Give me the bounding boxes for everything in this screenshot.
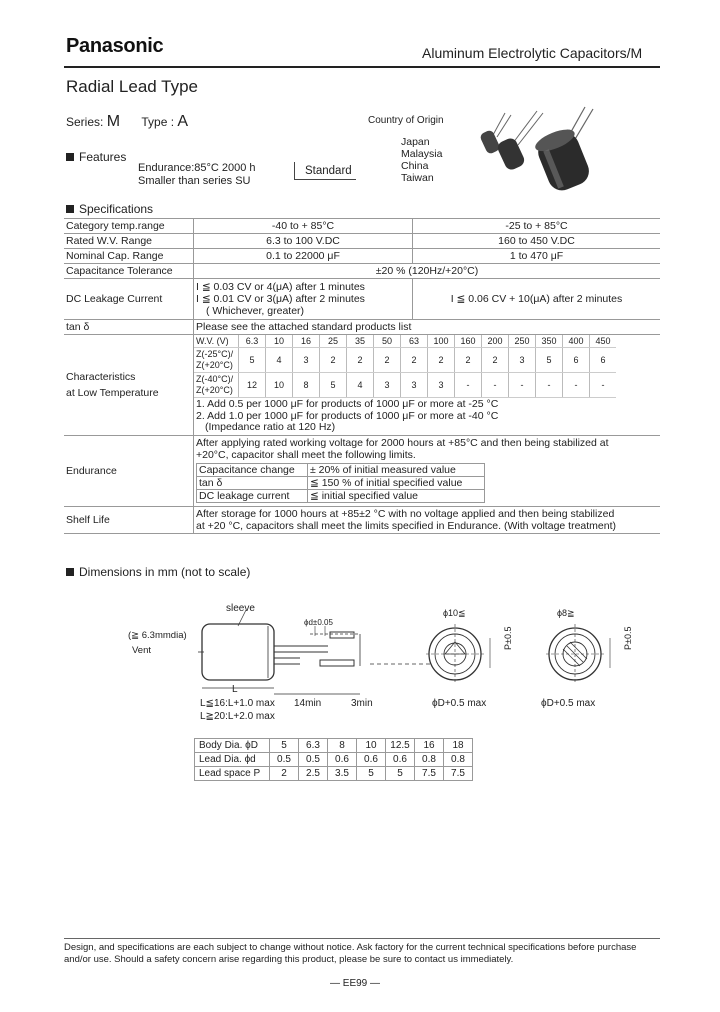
limit-row [197,476,485,489]
wv-cell: 350 [536,335,563,348]
ratio-cell: 4 [266,348,293,373]
limit-value: ≦ initial specified value [308,489,485,502]
type-label: Type : [141,115,175,129]
origin-country: Taiwan [401,172,434,184]
lead-min-3: 3min [351,698,373,709]
spec-value: I ≦ 0.06 CV + 10(μA) after 2 minutes [413,279,661,320]
dim-cell: 0.5 [299,753,328,767]
ratio-cell: 10 [266,373,293,398]
limit-row [197,489,485,502]
dim-cell: 5 [357,767,386,781]
ratio-cell: - [590,373,617,398]
lowtemp-row-label [194,373,239,398]
features-heading-text: Features [79,150,127,164]
dim-row [195,767,473,781]
series-label: Series: [66,115,104,129]
lowtemp-notes [194,398,660,435]
spec-row-tan [64,320,660,335]
dim-cell: 5 [270,739,299,753]
ratio-cell: 2 [482,348,509,373]
note: 2. Add 1.0 per 1000 μF for products of 1000 μF or more at -40 °C [196,409,499,422]
footer-line: Design, and specifications are each subject to change without notice. Ask factory for the current technical specifications before purchase [64,942,637,953]
ratio-cell: - [563,373,590,398]
specifications-heading-text: Specifications [79,202,154,216]
standard-badge: Standard [294,162,356,180]
lowtemp-header: W.V. (V) [194,335,239,348]
ratio-cell: 5 [239,348,266,373]
ratio-cell: - [482,373,509,398]
spec-row-tolerance [64,264,660,279]
spec-value: -25 to + 85°C [413,219,661,234]
ratio-cell: 2 [320,348,347,373]
spec-label: Endurance [64,435,194,506]
wv-cell: 16 [293,335,320,348]
limit-name: Capacitance change [197,463,308,476]
ratio-cell: 3 [509,348,536,373]
ratio-cell: 12 [239,373,266,398]
specifications-heading [66,202,153,216]
limit-value: ≦ 150 % of initial specified value [308,476,485,489]
dim-cell: 0.8 [444,753,473,767]
dim-cell: 16 [415,739,444,753]
spec-value: 160 to 450 V.DC [413,234,661,249]
length-label: L [232,684,238,695]
spec-row-leakage [64,279,660,320]
spec-label: Capacitance Tolerance [64,264,194,279]
shelf-text: at +20 °C, capacitors shall meet the limits specified in Endurance. (With voltage treatment) [196,519,617,532]
dim-row [195,739,473,753]
limit-name: DC leakage current [197,489,308,502]
lowtemp-row-25 [194,348,616,373]
lowtemp-row-label [194,348,239,373]
ratio-cell: 6 [563,348,590,373]
dim-cell: 2.5 [299,767,328,781]
origin-label: Country of Origin [368,115,444,126]
wv-cell: 50 [374,335,401,348]
lowtemp-cell [194,335,661,436]
lowtemp-wv-row [194,335,616,348]
dim-cell: 0.6 [328,753,357,767]
dia-10-label: ϕ10≦ [443,608,466,618]
footer-line: and/or use. Should a safety concern arise regarding this product, please be sure to contact us immediately. [64,953,514,965]
ratio-cell: - [455,373,482,398]
ratio-cell: 2 [347,348,374,373]
ratio-cell: - [536,373,563,398]
dim-cell: 0.5 [270,753,299,767]
pitch-label-right: P±0.5 [623,626,633,650]
dim-cell: 0.6 [386,753,415,767]
length-note-20: L≧20:L+2.0 max [200,711,275,722]
note: (Impedance ratio at 120 Hz) [205,421,336,433]
length-note-16: L≦16:L+1.0 max [200,698,275,709]
spec-value: I ≦ 0.01 CV or 3(μA) after 2 minutes [196,293,365,305]
feature-item: Smaller than series SU [138,175,251,187]
note: 1. Add 0.5 per 1000 μF for products of 1000 μF or more at -25 °C [196,398,499,410]
spec-label: Rated W.V. Range [64,234,194,249]
features-list [138,162,256,188]
dimensions-heading [66,565,250,579]
spec-row-endurance [64,435,660,506]
capacitor-photo [475,105,615,195]
dim-cell: 6.3 [299,739,328,753]
shelf-cell [194,506,661,533]
spec-label: Shelf Life [64,506,194,533]
dim-cell: 5 [386,767,415,781]
dim-cell: 10 [357,739,386,753]
ratio-label: Z(+20°C) [196,360,233,370]
wv-cell: 10 [266,335,293,348]
spec-value: Please see the attached standard products list [194,320,661,335]
spec-label-cell [64,335,194,436]
wv-cell: 63 [401,335,428,348]
ratio-cell: 3 [293,348,320,373]
spec-value: ( Whichever, greater) [206,305,305,317]
spec-row-cap [64,249,660,264]
endurance-cell [194,435,661,506]
limit-name: tan δ [197,476,308,489]
dim-label: Body Dia. ϕD [195,739,270,753]
series-line [66,113,188,131]
spec-value: I ≦ 0.03 CV or 4(μA) after 1 minutes [196,281,365,293]
footer-notice [64,942,664,965]
dia-tol-left: ϕD+0.5 max [432,698,487,709]
wv-cell: 400 [563,335,590,348]
lowtemp-row-40 [194,373,616,398]
ratio-cell: 5 [320,373,347,398]
ratio-cell: 2 [374,348,401,373]
dim-cell: 7.5 [444,767,473,781]
ratio-cell: - [509,373,536,398]
specifications-table [64,219,660,534]
dim-label: Lead space P [195,767,270,781]
brand-logo: Panasonic [66,35,164,57]
endurance-limits-table [196,463,485,503]
wv-cell: 200 [482,335,509,348]
ratio-label: Z(+20°C) [196,385,233,395]
dim-cell: 2 [270,767,299,781]
vent-note: (≧ 6.3mmdia) [128,630,187,641]
spec-label: at Low Temperature [66,386,159,399]
page-title: Radial Lead Type [66,77,199,96]
spec-label: Category temp.range [64,219,194,234]
dim-cell: 0.8 [415,753,444,767]
feature-item: Endurance:85°C 2000 h [138,162,256,174]
ratio-cell: 2 [428,348,455,373]
endurance-text: +20°C, capacitor shall meet the following limits. [196,448,416,461]
spec-row-voltage [64,234,660,249]
spec-label: tan δ [64,320,194,335]
spec-label: DC Leakage Current [64,279,194,320]
dim-cell: 8 [328,739,357,753]
dim-cell: 18 [444,739,473,753]
dimension-table [194,738,473,781]
limit-row [197,463,485,476]
spec-label: Nominal Cap. Range [64,249,194,264]
series-value: M [106,113,121,130]
endurance-text: After applying rated working voltage for 2000 hours at +85°C and then being stabilized at [196,436,609,449]
origin-country: Malaysia [401,148,443,160]
origin-country: China [401,160,429,172]
ratio-cell: 2 [455,348,482,373]
ratio-cell: 4 [347,373,374,398]
wv-cell: 100 [428,335,455,348]
dim-cell: 0.6 [357,753,386,767]
ratio-cell: 5 [536,348,563,373]
lead-dia-label: ϕd±0.05 [304,618,333,627]
ratio-cell: 6 [590,348,617,373]
ratio-cell: 2 [401,348,428,373]
origin-country: Japan [401,136,430,148]
dimensions-heading-text: Dimensions in mm (not to scale) [79,565,251,579]
wv-cell: 160 [455,335,482,348]
wv-cell: 25 [320,335,347,348]
type-value: A [177,113,189,130]
dia-tol-right: ϕD+0.5 max [541,698,596,709]
dia-8-label: ϕ8≧ [557,608,575,618]
dim-row [195,753,473,767]
dim-cell: 12.5 [386,739,415,753]
spec-label: Characteristics [66,370,136,383]
lowtemp-table [194,335,616,398]
dim-cell: 7.5 [415,767,444,781]
page-number: — EE99 — [330,978,381,989]
vent-label: Vent [132,645,152,656]
shelf-text: After storage for 1000 hours at +85±2 °C with no voltage applied and then being stabilized [196,507,615,520]
ratio-label: Z(-25°C)/ [196,349,234,359]
wv-cell: 35 [347,335,374,348]
leakage-low-cell [194,279,413,320]
footer-rule [64,938,660,939]
wv-cell: 450 [590,335,617,348]
wv-cell: 250 [509,335,536,348]
ratio-cell: 3 [428,373,455,398]
ratio-cell: 3 [401,373,428,398]
ratio-label: Z(-40°C)/ [196,374,234,384]
spec-value: -40 to + 85°C [194,219,413,234]
spec-value: ±20 % (120Hz/+20°C) [194,264,661,279]
limit-value: ± 20% of initial measured value [308,463,485,476]
spec-value: 6.3 to 100 V.DC [194,234,413,249]
header-rule [64,66,660,68]
wv-cell: 6.3 [239,335,266,348]
spec-row-shelf [64,506,660,533]
product-line: Aluminum Electrolytic Capacitors/M [422,45,643,61]
spec-row-lowtemp [64,335,660,436]
spec-value: 1 to 470 μF [413,249,661,264]
pitch-label-left: P±0.5 [503,626,513,650]
origin-list [401,136,442,184]
spec-row-temp [64,219,660,234]
sleeve-label: sleeve [226,603,255,614]
dim-cell: 3.5 [328,767,357,781]
ratio-cell: 8 [293,373,320,398]
lead-min-14: 14min [294,698,322,709]
features-heading [66,150,126,164]
ratio-cell: 3 [374,373,401,398]
spec-value: 0.1 to 22000 μF [194,249,413,264]
dim-label: Lead Dia. ϕd [195,753,270,767]
